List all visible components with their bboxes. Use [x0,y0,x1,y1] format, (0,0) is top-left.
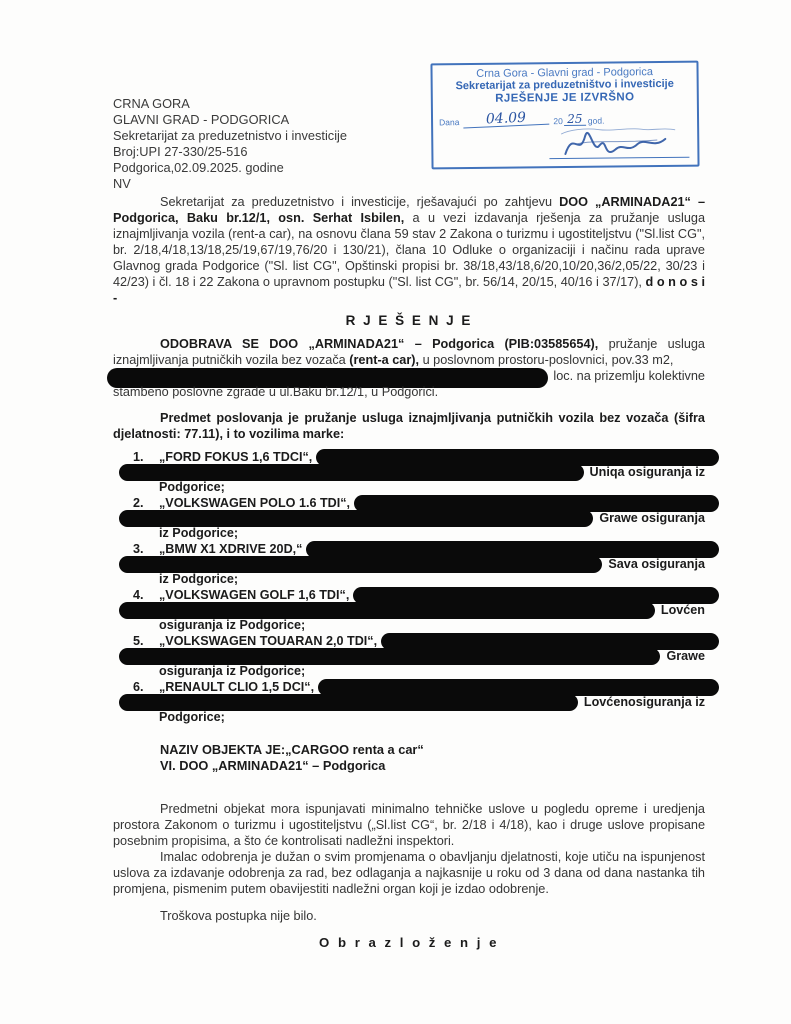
redacted-address-row [113,368,705,384]
vehicle-insurer: Lovćen [660,603,705,618]
vehicle-number: 2. [133,496,144,511]
page-title: R J E Š E N J E [345,313,473,328]
vehicle-insurer: Sava osiguranja [608,557,705,572]
costs-paragraph: Troškova postupka nije bilo. [160,909,317,923]
vehicle-number: 5. [133,634,144,649]
vehicle-tail: osiguranja iz Podgorice; [159,664,306,678]
redaction-bar [119,648,660,665]
vehicle-number: 4. [133,588,144,603]
stamp-line-status: RJEŠENJE JE IZVRŠNO [495,91,635,105]
approval-text-2: u poslovnom prostoru-poslovnici, pov.33 m2, [419,353,674,367]
vehicle-number: 3. [133,542,144,557]
stamp-god-label: god. [587,115,605,126]
letterhead-secretariat: Sekretarijat za preduzetnistvo i investicije [113,128,348,143]
document-body [113,96,705,950]
vehicle-item [133,542,705,587]
approval-rentacar: (rent-a car), [349,353,420,367]
vehicle-insurer: Lovćenosiguranja iz [583,695,705,710]
vehicle-tail: Podgorice; [159,710,225,724]
letterhead-case-number: Broj:UPI 27-330/25-516 [113,144,248,159]
vehicle-name: „RENAULT CLIO 1,5 DCI“, [159,680,315,695]
intro-donosi: d o n o s i - [113,275,705,305]
vehicle-item [133,450,705,495]
letterhead-city: GLAVNI GRAD - PODGORICA [113,112,290,127]
approval-after-redaction: loc. na prizemlju kolektivne [553,369,705,383]
stamp-handwritten-year: 25 [564,114,586,126]
vehicle-name: „VOLKSWAGEN TOUARAN 2,0 TDI“, [159,634,378,649]
approval-odobrava: ODOBRAVA SE DOO „ARMINADA21“ – Podgorica (PIB:03585654), [160,337,599,351]
object-name-block [160,742,705,774]
vehicle-tail: iz Podgorice; [159,572,239,586]
vehicle-tail: iz Podgorice; [159,526,239,540]
intro-text: Sekretarijat za preduzetnistvo i investicije, rješavajući po zahtjevu [160,195,560,209]
approval-section [113,336,705,400]
conditions-paragraph: Predmetni objekat mora ispunjavati minimalno tehničke uslove u pogledu opreme i uredjenja prostora Zakonom o turizmu i ugostiteljstvu („Sl.list CG“, br. 2/18 i 4/18), kao i druge uslove propisane posebnim propisima, a što će kontrolisati nadležni inspektori. [113,802,705,848]
object-name-line: NAZIV OBJEKTA JE:„CARGOO renta a car“ [160,742,424,757]
letterhead [113,96,705,192]
intro-paragraph [113,194,705,306]
letterhead-date: Podgorica,02.09.2025. godine [113,160,284,175]
object-owner-line: VI. DOO „ARMINADA21“ – Podgorica [160,758,386,773]
stamp-year-prefix: 20 [553,116,563,127]
letterhead-country: CRNA GORA [113,96,190,111]
redaction-bar [119,602,655,619]
stamp-dana-label: Dana [439,117,460,128]
vehicle-name: „FORD FOKUS 1,6 TDCI“, [159,450,313,465]
redaction-bar [119,464,584,481]
vehicle-name: „BMW X1 XDRIVE 20D,“ [159,542,303,557]
vehicle-tail: Podgorice; [159,480,225,494]
redaction-bar [119,510,593,527]
vehicle-item [133,496,705,541]
approval-text-1: pružanje usluga iznajmljivanja putničkih vozila bez vozača [113,337,705,367]
redaction-bar [119,694,578,711]
letterhead-initials: NV [113,176,131,191]
intro-legal-basis: a u vezi izdavanja rješenja za pružanje usluga iznajmljivanja vozila (rent-a car), na osnovu člana 59 stav 2 Zakona o turizmu i ugostiteljstvu ("Sl.list CG", br. 2/18,4/18,13/18,25/19,67/19,76/20 i 130/21), člana 10 Odluke o organizaciji i načinu rada uprave Glavnog grada Podgorice ("Sl. list CG", Opštinski propisi br. 38/18,43/18,6/20,10/20,36/2,05/22, 30/23 i 42/23) i čl. 18 i 22 Zakona o upravnom postupku ("Sl. list CG", br. 56/14, 20/15, 40/16 i 37/17), [113,211,705,289]
vehicle-item [133,588,705,633]
vehicle-insurer: Grawe [666,649,705,664]
business-subject-paragraph: Predmet poslovanja je pružanje usluga iznajmljivanja putničkih vozila bez vozača (šifra djelatnosti: 77.11), i to vozilima marke: [113,411,705,441]
vehicle-tail: osiguranja iz Podgorice; [159,618,306,632]
vehicle-item [133,680,705,725]
intro-applicant: DOO „ARMINADA21“ – Podgorica, Baku br.12/1, osn. Serhat Isbilen, [113,195,706,225]
approval-last-line: stambeno poslovne zgrade u ul.Baku br.12/1, u Podgorici. [113,385,439,399]
explanation-heading: O b r a z l o ž e n j e [319,935,499,950]
vehicle-item [133,634,705,679]
stamp-line-authority: Crna Gora - Glavni grad - Podgorica [476,66,653,80]
vehicle-insurer: Grawe osiguranja [599,511,705,526]
vehicle-name: „VOLKSWAGEN POLO 1.6 TDI“, [159,496,351,511]
stamp-line-secretariat: Sekretarijat za preduzetništvo i investicije [455,77,674,93]
vehicle-name: „VOLKSWAGEN GOLF 1,6 TDI“, [159,588,350,603]
vehicle-number: 6. [133,680,144,695]
obligations-paragraph: Imalac odobrenja je dužan o svim promjenama o obavljanju djelatnosti, koje utiču na ispunjenost uslova za izdavanje odobrenja za rad, bez odlaganja a najkasnije u roku od 3 dana od dana nastanka tih promjena, pismenim putem obavijestiti nadležni organ koji je izdao odobrenje. [113,850,705,896]
redaction-bar [119,556,602,573]
approval-paragraph [113,336,705,368]
vehicle-insurer: Uniqa osiguranja iz [589,465,705,480]
vehicle-list [133,450,705,725]
vehicle-number: 1. [133,450,144,465]
stamp-handwritten-date: 04.09 [463,111,550,129]
